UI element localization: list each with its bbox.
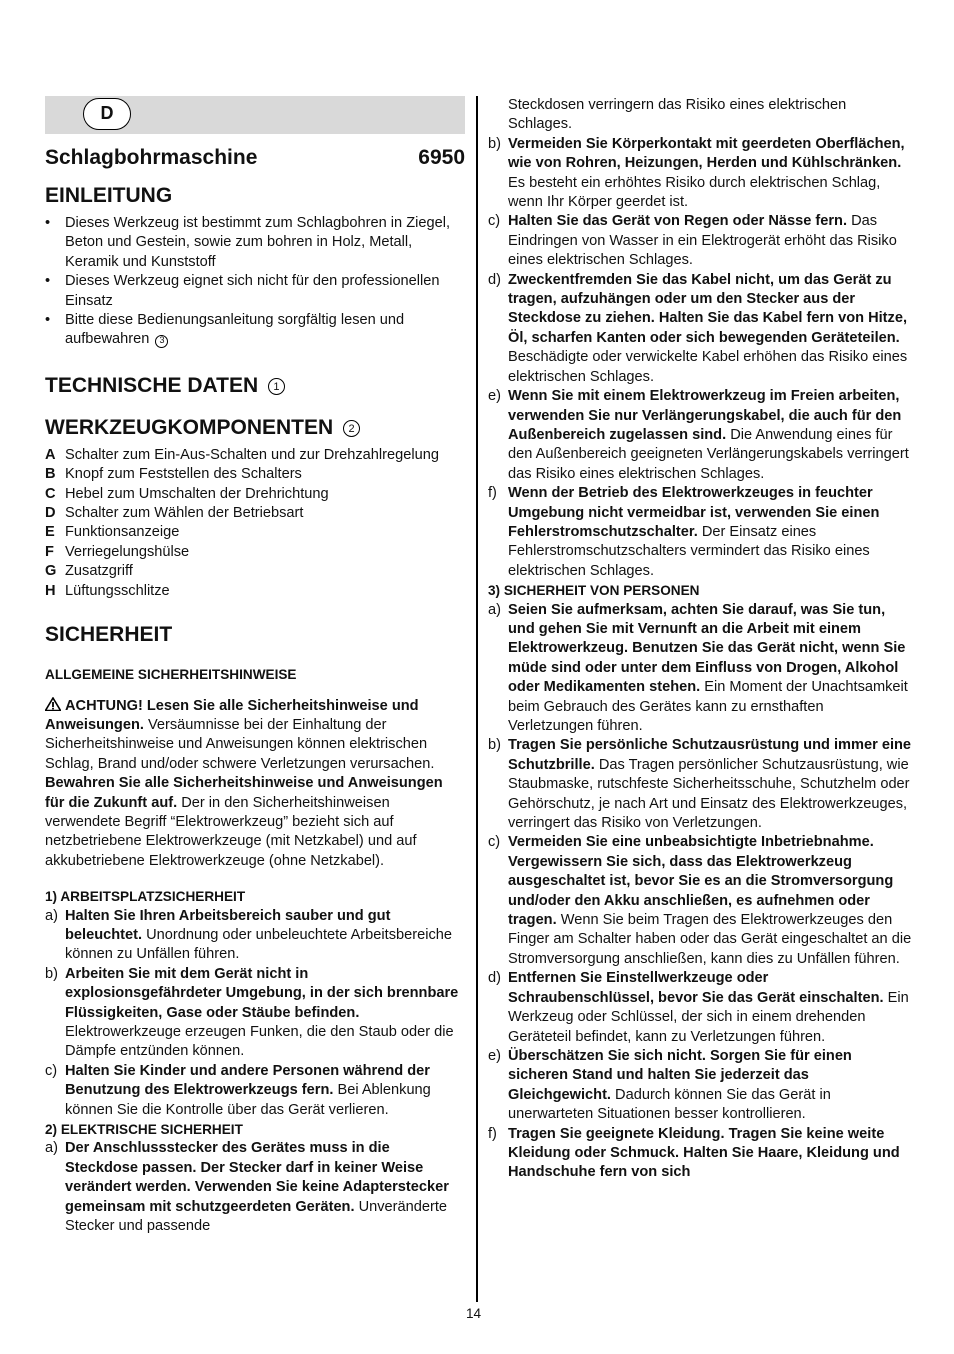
bullet-icon: • [45,312,51,329]
component-text: Schalter zum Ein-Aus-Schalten und zur Drehzahlregelung [65,446,439,463]
item-bold-text: Zweckentfremden Sie das Kabel nicht, um das Gerät zu tragen, aufzuhängen oder um den Stecker aus der Steckdose zu ziehen. Halten Sie das Kabel fern von Hitze, Öl, scharfen Kanten oder sich bewegenden Geräteteilen. [508,271,908,346]
item-marker: a) [45,907,58,924]
item-bold-text: Halten Sie das Gerät von Regen oder Nässe fern. [508,213,848,230]
section-1-list [45,907,465,1120]
item-bold-text: Tragen Sie persönliche Schutzausrüstung und immer eine Schutzbrille. [508,737,912,773]
bullet-icon: • [45,273,51,290]
component-text: Zusatzgriff [65,563,133,580]
safety-item [488,212,912,270]
item-marker: b) [45,965,58,982]
component-item [45,582,465,601]
component-item [45,485,465,504]
product-name: Schlagbohrmaschine [45,146,258,169]
item-text: Bei Ablenkung können Sie die Kontrolle über das Gerät verlieren. [65,1082,431,1118]
item-marker: b) [488,135,501,152]
item-bold-text: Seien Sie aufmerksam, achten Sie darauf, was Sie tun, und gehen Sie mit Vernunft an die Arbeit mit einem Elektrowerkzeug. Benutzen Sie das Gerät nicht, wenn Sie müde sind oder unter dem Einfluss von Drogen, Alkohol oder Medikamenten stehen. [508,601,906,696]
item-text: Unordnung oder unbeleuchtete Arbeitsbereiche können zu Unfällen führen. [65,926,452,963]
section-2-heading: 2) ELEKTRISCHE SICHERHEIT [45,1122,243,1138]
component-letter: G [45,563,57,580]
safety-item [488,833,912,969]
item-text: Beschädigte oder verwickelte Kabel erhöhen das Risiko eines elektrischen Schlages. [508,349,908,385]
components-heading: WERKZEUGKOMPONENTEN 2 [45,414,465,442]
bullet-icon: • [45,215,51,231]
item-bold-text: Tragen Sie geeignete Kleidung. Tragen Sie keine weite Kleidung oder Schmuck. Halten Sie Haare, Kleidung und Handschuhe fern von sich [508,1125,900,1181]
item-bold-text: Wenn der Betrieb des Elektrowerkzeuges in feuchter Umgebung nicht vermeidbar ist, verwenden Sie einen Fehlerstromschutzschalter. [508,485,880,540]
figure-ref-1: 1 [268,378,285,395]
component-letter: B [45,466,56,483]
item-text: Ein Werkzeug oder Schlüssel, der sich in einem drehenden Geräteteil befindet, kann zu Verletzungen führen. [508,989,909,1045]
item-bold-text: Der Anschlussstecker des Gerätes muss in die Steckdose passen. Der Stecker darf in keiner Weise verändert werden. Verwenden Sie keine Adapterstecker gemeinsam mit schutzgeerdeten Geräten. [65,1140,449,1215]
item-text: Die Anwendung eines für den Außenbereich geeigneten Verlängerungskabels verringert das Risiko eines elektrischen Schlages. [508,426,909,482]
item-bold-text: Vermeiden Sie eine unbeabsichtigte Inbetriebnahme. Vergewissern Sie sich, dass das Elektrowerkzeug ausgeschaltet ist, bevor Sie es an die Stromversorgung und/oder den Akku anschließen, es aufnehmen oder tragen. [508,834,894,929]
item-marker: c) [488,213,501,230]
component-letter: F [45,543,54,560]
section-3-list [488,601,912,1183]
safety-item [488,601,912,737]
section-2-list-continued [488,135,912,581]
component-item [45,562,465,581]
component-text: Verriegelungshülse [65,543,190,560]
continuation-text: Steckdosen verringern das Risiko eines elektrischen Schlages. [508,97,847,133]
component-item [45,523,465,542]
safety-heading: SICHERHEIT [45,623,173,647]
component-text: Knopf zum Feststellen des Schalters [65,466,302,483]
item-marker: c) [45,1062,58,1079]
section-2-list [45,1139,465,1236]
safety-item [45,1139,465,1236]
intro-bullet: • Bitte diese Bedienungsanleitung sorgfältig lesen und aufbewahren 3 [45,311,465,350]
tech-heading: TECHNISCHE DATEN 1 [45,372,465,400]
item-marker: f) [488,485,497,502]
component-item [45,465,465,484]
item-marker: b) [488,737,501,754]
safety-item [45,907,465,965]
safety-item [45,1062,465,1120]
product-title-row [45,144,465,172]
item-marker: e) [488,1047,501,1064]
item-marker: d) [488,271,501,288]
item-bold-text: Entfernen Sie Einstellwerkzeuge oder Schraubenschlüssel, bevor Sie das Gerät einschalten. [508,970,884,1006]
safety-item [488,736,912,833]
intro-heading: EINLEITUNG [45,184,173,207]
column-divider [476,96,478,1302]
component-text: Hebel zum Umschalten der Drehrichtung [65,485,329,502]
safety-item [488,1047,912,1125]
item-text: Das Tragen persönlicher Schutzausrüstung, wie Staubmaske, rutschfeste Sicherheitsschuhe, Schutzhelm oder Gehörschutz, je nach Art und Einsatz des Elektrowerkzeuges, verringert das Risiko von Verletzungen. [508,756,910,832]
item-bold-text: Halten Sie Ihren Arbeitsbereich sauber und gut beleuchtet. [65,907,391,943]
item-bold-text: Arbeiten Sie mit dem Gerät nicht in explosionsgefährdeter Umgebung, in der sich brennbare Flüssigkeiten, Gase oder Stäube befinden. [65,965,459,1021]
item-text: Elektrowerkzeuge erzeugen Funken, die den Staub oder die Dämpfe entzünden können. [65,1024,454,1060]
warning-paragraph: ACHTUNG! Lesen Sie alle Sicherheitshinweise und Anweisungen. Versäumnisse bei der Einhaltung der Sicherheitshinweise und Anweisungen können elektrischen Schlag, Brand und/oder schwere Verletzungen verursachen. Bewahren Sie alle Sicherheitshinweise und Anweisungen für die Zukunft auf. Der in den Sicherheitshinweisen verwendete Begriff “Elektrowerkzeug” bezieht sich auf netzbetriebene Elektrowerkzeuge (mit Netzkabel) und auf akkubetriebene Elektrowerkzeuge (ohne Netzkabel). [45,697,443,869]
item-bold-text: Wenn Sie mit einem Elektrowerkzeug im Freien arbeiten, verwenden Sie nur Verlängerungskabel, die auch für den Außenbereich zugelassen sind. [508,388,902,443]
safety-item [488,387,912,484]
item-text: Unveränderte Stecker und passende [65,1198,448,1235]
safety-item [45,965,465,1062]
section-3-heading: 3) SICHERHEIT VON PERSONEN [488,583,700,599]
left-column [45,96,465,1236]
component-letter: C [45,485,56,502]
language-badge: D [83,98,131,130]
safety-item [488,1125,912,1183]
item-text: Ein Moment der Unachtsamkeit beim Gebrauch des Gerätes kann zu ernsthaften Verletzungen führen. [508,679,908,734]
item-marker: a) [488,601,501,618]
component-letter: D [45,505,56,522]
item-bold-text: Halten Sie Kinder und andere Personen während der Benutzung des Elektrowerkzeugs fern. [65,1062,430,1099]
component-item [45,543,465,562]
item-marker: e) [488,388,501,405]
safety-item [488,484,912,581]
item-text: Dadurch können Sie das Gerät in unerwarteten Situationen besser kontrollieren. [508,1086,831,1123]
safety-item [488,969,912,1047]
item-marker: d) [488,970,501,987]
right-column [488,96,912,1183]
intro-list [45,214,465,350]
item-text: Der Einsatz eines Fehlerstromschutzschalters vermindert das Risiko eines elektrischen Schlages. [508,523,870,579]
item-bold-text: Überschätzen Sie sich nicht. Sorgen Sie für einen sicheren Stand und halten Sie jederzeit das Gleichgewicht. [508,1047,852,1103]
item-marker: a) [45,1140,58,1157]
component-text: Lüftungsschlitze [65,582,170,599]
component-letter: A [45,446,56,463]
general-safety-heading: ALLGEMEINE SICHERHEITSHINWEISE [45,667,297,683]
component-text: Funktionsanzeige [65,524,180,541]
item-marker: f) [488,1125,497,1142]
item-text: Wenn Sie beim Tragen des Elektrowerkzeuges den Finger am Schalter haben oder das Gerät eingeschaltet an die Stromversorgung anschließen, kann dies zu Unfällen führen. [508,912,912,967]
item-bold-text: Vermeiden Sie Körperkontakt mit geerdeten Oberflächen, wie von Rohren, Heizungen, Herden und Kühlschränken. [508,135,905,172]
component-letter: E [45,524,55,541]
item-marker: c) [488,834,501,851]
component-letter: H [45,582,56,599]
intro-bullet: • Dieses Werkzeug eignet sich nicht für den professionellen Einsatz [45,272,465,311]
product-model: 6950 [418,146,465,169]
language-bar [45,96,465,134]
safety-item [488,135,912,213]
safety-item [488,271,912,387]
item-text: Es besteht ein erhöhtes Risiko durch elektrischen Schlag, wenn Ihr Körper geerdet ist. [508,174,881,211]
component-item [45,504,465,523]
warning-icon [45,697,61,711]
item-text: Das Eindringen von Wasser in ein Elektrogerät erhöht das Risiko eines elektrischen Schlages. [508,213,897,269]
component-text: Schalter zum Wählen der Betriebsart [65,505,304,522]
figure-ref-2: 2 [343,420,360,437]
components-list [45,446,465,601]
section-1-heading: 1) ARBEITSPLATZSICHERHEIT [45,889,246,905]
component-item [45,446,465,465]
intro-bullet: • Dieses Werkzeug ist bestimmt zum Schlagbohren in Ziegel, Beton und Gestein, sowie zum bohren in Holz, Metall, Keramik und Kunststoff [45,214,465,272]
figure-ref-3: 3 [155,335,168,348]
page-number: 14 [466,1306,482,1321]
